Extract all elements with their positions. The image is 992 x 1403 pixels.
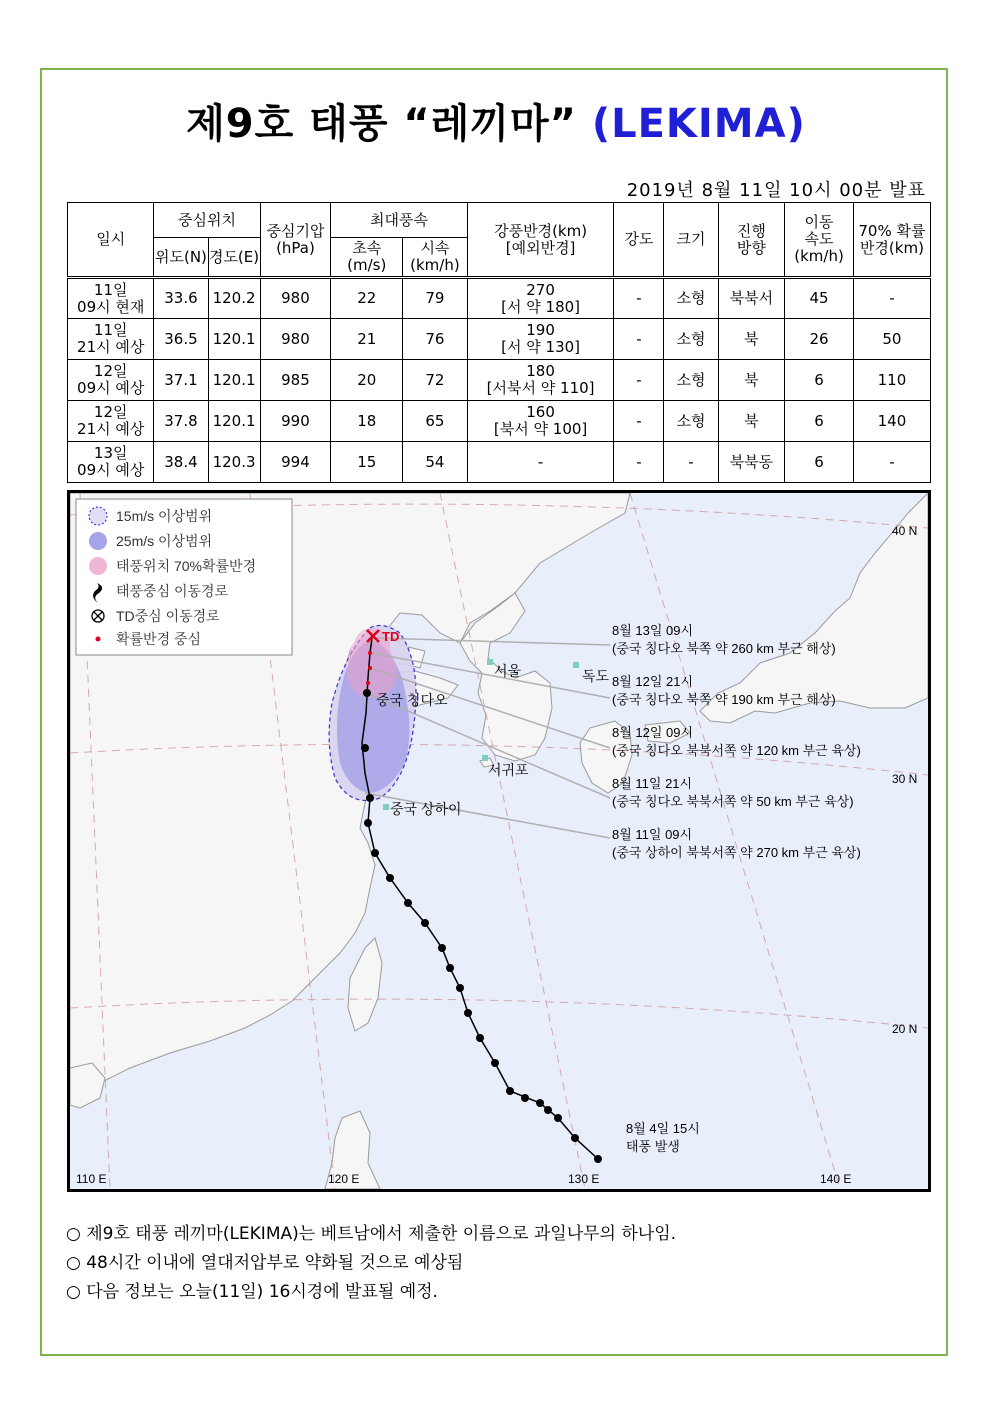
header-speed-3: (km/h) — [794, 247, 844, 265]
cell-ms: 20 — [331, 360, 403, 401]
cell-spd: 6 — [785, 442, 854, 483]
cell-datetime — [68, 401, 154, 442]
cell-kmh: 54 — [403, 442, 468, 483]
circle-prob-icon — [89, 557, 107, 575]
cell-int: - — [614, 360, 664, 401]
cell-time: 21시 예상 — [77, 338, 145, 356]
cell-datetime — [68, 319, 154, 360]
typhoon-info-table — [67, 202, 931, 483]
cell-day: 11일 — [93, 280, 128, 299]
legend-label-25ms: 25m/s 이상범위 — [116, 533, 213, 549]
annotation-11d21-date: 8월 11일 21시 — [612, 776, 693, 791]
marker-dokdo — [573, 662, 579, 668]
cell-day: 13일 — [93, 444, 128, 462]
cell-radius — [467, 278, 614, 319]
legend-label-center: 확률반경 중심 — [116, 631, 202, 647]
header-prob-1: 70% 확률 — [858, 221, 926, 240]
track-point — [404, 899, 412, 907]
cell-spd: 45 — [785, 278, 854, 319]
track-point — [491, 1059, 499, 1067]
header-wind-kmh — [403, 238, 468, 278]
annotation-12d21-date: 8월 12일 21시 — [612, 674, 694, 689]
note-2: ○ 48시간 이내에 열대저압부로 약화될 것으로 예상됨 — [66, 1253, 464, 1273]
track-point — [364, 819, 372, 827]
cell-int: - — [614, 278, 664, 319]
cell-lat: 38.4 — [154, 442, 208, 483]
lat-label-40n: 40 N — [892, 524, 918, 538]
cell-radius-main: 190 — [526, 321, 555, 339]
cell-size: 소형 — [664, 319, 718, 360]
header-pressure-2: (hPa) — [276, 238, 315, 257]
cell-dir: 북 — [718, 319, 785, 360]
track-point — [371, 849, 379, 857]
lon-label-130e: 130 E — [568, 1172, 600, 1186]
red-dot-icon — [96, 637, 101, 642]
header-ms-1: 초속 — [352, 239, 382, 257]
header-speed-1: 이동 — [804, 213, 834, 231]
header-speed-2: 속도 — [804, 230, 834, 248]
header-lon: 경도(E) — [208, 238, 260, 278]
header-pressure-1: 중심기압 — [266, 221, 325, 240]
title-main: 제9호 태풍 “레끼마” — [186, 101, 577, 147]
cell-size: 소형 — [664, 401, 718, 442]
cell-ms: 21 — [331, 319, 403, 360]
legend-label-td: TD중심 이동경로 — [116, 608, 220, 624]
annotation-13d09-desc: (중국 칭다오 북쪽 약 260 km 부근 해상) — [612, 641, 836, 656]
center-dot — [366, 681, 370, 685]
cell-int: - — [614, 442, 664, 483]
annotation-11d21-desc: (중국 칭다오 북북서쪽 약 50 km 부근 육상) — [612, 794, 854, 809]
cell-ms: 15 — [331, 442, 403, 483]
cell-size: - — [664, 442, 718, 483]
cell-lat: 36.5 — [154, 319, 208, 360]
map-legend — [76, 499, 292, 655]
table-row — [68, 319, 931, 360]
cell-radius-exception: [서 약 180] — [501, 297, 581, 316]
header-lat: 위도(N) — [154, 238, 208, 278]
cell-day: 12일 — [93, 403, 128, 421]
header-prob-2: 반경(km) — [859, 238, 924, 257]
lon-label-110e: 110 E — [76, 1172, 107, 1186]
cell-ms: 22 — [331, 278, 403, 319]
cell-radius — [467, 360, 614, 401]
track-point — [438, 944, 446, 952]
lon-label-120e: 120 E — [328, 1172, 360, 1186]
cell-spd: 6 — [785, 360, 854, 401]
page-title — [0, 92, 992, 149]
cell-lat: 33.6 — [154, 278, 208, 319]
table-row — [68, 401, 931, 442]
header-maxwind: 최대풍속 — [331, 203, 467, 238]
cell-lon: 120.2 — [208, 278, 260, 319]
track-point — [594, 1155, 602, 1163]
center-dot — [368, 666, 372, 670]
cell-radius — [467, 319, 614, 360]
cell-spd: 26 — [785, 319, 854, 360]
track-point — [456, 984, 464, 992]
map-svg — [70, 493, 928, 1189]
table-row — [68, 360, 931, 401]
title-english: (LEKIMA) — [591, 101, 806, 147]
cell-prob: - — [853, 442, 930, 483]
cell-kmh: 76 — [403, 319, 468, 360]
cell-int: - — [614, 401, 664, 442]
cell-spd: 6 — [785, 401, 854, 442]
cell-kmh: 79 — [403, 278, 468, 319]
header-kmh-1: 시속 — [420, 239, 450, 257]
cell-int: - — [614, 319, 664, 360]
cell-radius-exception: [서북서 약 110] — [486, 379, 595, 397]
track-point — [366, 794, 374, 802]
cell-ms: 18 — [331, 401, 403, 442]
typhoon-track-map — [67, 490, 931, 1192]
cell-lon: 120.1 — [208, 319, 260, 360]
cell-p: 980 — [260, 278, 331, 319]
header-radius-1: 강풍반경(km) — [494, 221, 588, 240]
place-qingdao: 중국 칭다오 — [376, 692, 448, 708]
cell-radius-main: - — [537, 452, 544, 471]
cell-dir: 북 — [718, 401, 785, 442]
cell-time: 09시 현재 — [77, 297, 145, 316]
annotation-11d09-date: 8월 11일 09시 — [612, 827, 693, 842]
table-body — [68, 278, 931, 483]
cell-datetime — [68, 278, 154, 319]
cell-dir: 북 — [718, 360, 785, 401]
td-label: TD — [382, 629, 400, 644]
marker-seoul — [487, 659, 493, 665]
cell-radius-exception: [북서 약 100] — [493, 420, 588, 438]
cell-dir: 북북서 — [718, 278, 785, 319]
cell-dir: 북북동 — [718, 442, 785, 483]
genesis-date: 8월 4일 15시 — [626, 1121, 700, 1136]
track-point — [571, 1134, 579, 1142]
track-point — [521, 1094, 529, 1102]
place-seogwipo: 서귀포 — [488, 762, 529, 778]
lat-label-30n: 30 N — [892, 772, 918, 786]
cell-size: 소형 — [664, 360, 718, 401]
track-point — [361, 744, 369, 752]
track-point — [544, 1106, 552, 1114]
cell-lon: 120.1 — [208, 360, 260, 401]
header-pressure — [260, 203, 331, 278]
table-row — [68, 442, 931, 483]
cell-p: 994 — [260, 442, 331, 483]
table-row — [68, 278, 931, 319]
cell-lat: 37.8 — [154, 401, 208, 442]
note-1: ○ 제9호 태풍 레끼마(LEKIMA)는 베트남에서 제출한 이름으로 과일나무의 하나임. — [66, 1224, 677, 1244]
legend-label-track: 태풍중심 이동경로 — [116, 583, 229, 599]
cell-datetime — [68, 442, 154, 483]
marker-seogwipo — [482, 755, 488, 761]
header-prob-radius — [853, 203, 930, 278]
cell-size: 소형 — [664, 278, 718, 319]
header-datetime: 일시 — [68, 203, 154, 278]
marker-shanghai — [383, 804, 389, 810]
track-point — [421, 919, 429, 927]
track-point — [446, 964, 454, 972]
cell-prob: - — [853, 278, 930, 319]
legend-label-prob: 태풍위치 70%확률반경 — [116, 558, 257, 574]
annotation-12d09-desc: (중국 칭다오 북북서쪽 약 120 km 부근 육상) — [612, 743, 861, 758]
cell-time: 09시 예상 — [77, 461, 145, 479]
header-intensity: 강도 — [614, 203, 664, 278]
circle-15ms-icon — [89, 507, 107, 525]
annotation-12d21-desc: (중국 칭다오 북쪽 약 190 km 부근 해상) — [612, 692, 836, 707]
track-point — [386, 874, 394, 882]
cell-radius-main: 180 — [526, 362, 555, 380]
cell-radius-exception: [서 약 130] — [501, 338, 581, 356]
cell-p: 980 — [260, 319, 331, 360]
cell-prob: 50 — [853, 319, 930, 360]
annotation-11d09-desc: (중국 상하이 북북서쪽 약 270 km 부근 육상) — [612, 845, 861, 860]
cell-day: 12일 — [93, 362, 128, 380]
track-point — [506, 1087, 514, 1095]
header-ms-2: (m/s) — [347, 256, 387, 274]
header-dir-2: 방향 — [736, 238, 766, 257]
circle-25ms-icon — [89, 532, 107, 550]
center-dot — [368, 651, 372, 655]
cell-time: 21시 예상 — [77, 420, 145, 438]
header-radius — [467, 203, 614, 278]
cell-datetime — [68, 360, 154, 401]
track-point — [464, 1009, 472, 1017]
legend-label-15ms: 15m/s 이상범위 — [116, 508, 213, 524]
annotation-12d09-date: 8월 12일 09시 — [612, 725, 694, 740]
header-speed — [785, 203, 854, 278]
track-point — [554, 1114, 562, 1122]
cell-radius — [467, 401, 614, 442]
header-wind-ms — [331, 238, 403, 278]
place-seoul: 서울 — [494, 663, 522, 679]
header-center: 중심위치 — [154, 203, 260, 238]
lat-label-20n: 20 N — [892, 1022, 918, 1036]
note-3: ○ 다음 정보는 오늘(11일) 16시경에 발표될 예정. — [66, 1282, 438, 1302]
cell-lon: 120.3 — [208, 442, 260, 483]
annotation-13d09-date: 8월 13일 09시 — [612, 623, 694, 638]
track-point — [536, 1099, 544, 1107]
place-shanghai: 중국 상하이 — [390, 801, 462, 817]
cell-time: 09시 예상 — [77, 379, 145, 397]
header-size: 크기 — [664, 203, 718, 278]
lon-label-140e: 140 E — [820, 1172, 852, 1186]
cell-p: 985 — [260, 360, 331, 401]
header-direction — [718, 203, 785, 278]
genesis-desc: 태풍 발생 — [626, 1139, 680, 1154]
cell-radius-main: 160 — [526, 403, 555, 421]
track-point — [476, 1034, 484, 1042]
cell-lon: 120.1 — [208, 401, 260, 442]
header-dir-1: 진행 — [736, 221, 766, 240]
place-dokdo: 독도 — [582, 668, 610, 684]
cell-kmh: 72 — [403, 360, 468, 401]
cell-p: 990 — [260, 401, 331, 442]
issued-time: 2019년 8월 11일 10시 00분 발표 — [626, 180, 926, 201]
header-radius-2: [예외반경] — [505, 238, 576, 257]
track-point — [363, 689, 371, 697]
cell-prob: 140 — [853, 401, 930, 442]
cell-radius-main: 270 — [526, 280, 555, 299]
cell-kmh: 65 — [403, 401, 468, 442]
cell-radius — [467, 442, 614, 483]
header-kmh-2: (km/h) — [410, 256, 460, 274]
cell-prob: 110 — [853, 360, 930, 401]
notes — [66, 1220, 676, 1307]
cell-lat: 37.1 — [154, 360, 208, 401]
cell-day: 11일 — [93, 321, 128, 339]
